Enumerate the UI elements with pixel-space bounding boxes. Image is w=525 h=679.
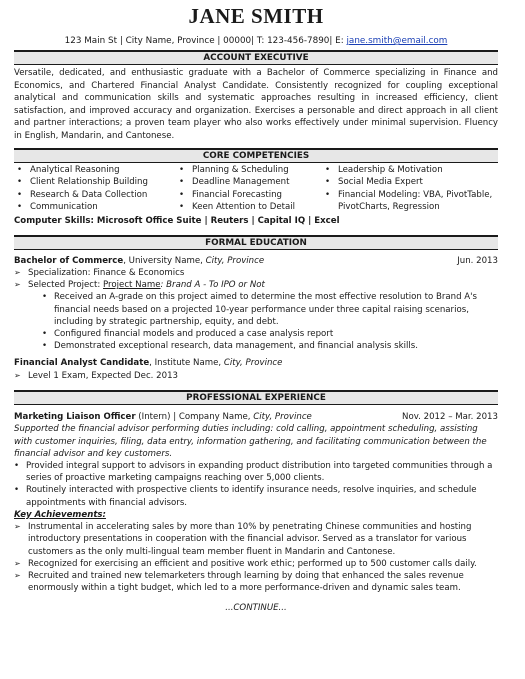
degree-row (14, 255, 498, 267)
list-item (14, 279, 498, 291)
list-item: • Received an A-grade on this project aimed to determine the most effective resolution to Brand A's financial needs based on a projected 10-year performance under three capital raising scenarios, including by strategic partnership, equity, and debt. (42, 291, 498, 328)
list-item: ➢ Level 1 Exam, Expected Dec. 2013 (14, 370, 498, 382)
list-item: • Planning & Scheduling (176, 164, 322, 176)
computer-skills: Computer Skills: Microsoft Office Suite | Reuters | Capital IQ | Excel (14, 215, 340, 226)
resume-page (14, 0, 498, 613)
list-item: • Financial Modeling: VBA, PivotTable, PivotCharts, Regression (322, 189, 498, 214)
list-item: • Demonstrated exceptional research, data management, and financial analysis skills. (42, 340, 498, 352)
candidate-name: JANE SMITH (188, 4, 324, 28)
degree-location: City, Province (205, 255, 265, 266)
role-title: Marketing Liaison Officer (14, 412, 136, 423)
degree-line (14, 255, 264, 267)
role-line (14, 411, 312, 423)
project-detail: : Brand A - To IPO or Not (160, 280, 265, 291)
list-item: • Communication (14, 201, 176, 213)
cfa-line (14, 357, 282, 369)
list-item: • Routinely interacted with prospective clients to identify insurance needs, resolve inquiries, and schedule appointments with financial advisors. (14, 484, 498, 508)
cfa-row (14, 357, 498, 369)
role-row (14, 411, 498, 423)
list-item: • Leadership & Motivation (322, 164, 498, 176)
role-company: (Intern) | Company Name, (135, 412, 254, 423)
email-link[interactable]: jane.smith@email.com (346, 36, 448, 46)
competencies-col-2 (176, 164, 322, 214)
continue-note: ...CONTINUE... (225, 603, 287, 614)
list-item: • Client Relationship Building (14, 176, 176, 188)
degree-school: , University Name, (123, 255, 206, 266)
list-item: ➢ Recognized for exercising an efficient and positive work ethic; performed up to 500 customer calls daily. (14, 558, 498, 570)
job-title-heading: ACCOUNT EXECUTIVE (14, 50, 498, 65)
contact-details: 123 Main St | City Name, Province | 00000| T: 123-456-7890| E: (64, 36, 347, 46)
list-item: • Provided integral support to advisors in expanding product distribution into targeted communities through a series of proactive marketing campaigns reaching over 5,000 clients. (14, 460, 498, 484)
role-dates: Nov. 2012 – Mar. 2013 (402, 412, 498, 423)
degree-title: Bachelor of Commerce (14, 255, 124, 266)
duties-list (14, 460, 498, 509)
experience-heading: PROFESSIONAL EXPERIENCE (14, 390, 498, 405)
project-points (14, 291, 498, 352)
education-details (14, 267, 498, 291)
project-name: Project Name (103, 280, 161, 291)
cfa-school: , Institute Name, (149, 358, 224, 369)
cfa-details (14, 370, 498, 382)
list-item: ➢ Instrumental in accelerating sales by more than 10% by penetrating Chinese communities and hosting introductory presentations in cooperation with the financial advisor. Served as a translator for various customers as the only multi-lingual team member fluent in Mandarin and Cantonese. (14, 521, 498, 558)
degree-date: Jun. 2013 (457, 255, 498, 266)
list-item: ➢ Specialization: Finance & Economics (14, 267, 498, 279)
list-item: • Configured financial models and produced a case analysis report (42, 328, 498, 340)
summary-paragraph: Versatile, dedicated, and enthusiastic graduate with a Bachelor of Commerce specializing in Finance and Economics, and Chartered Financial Analyst Candidate. Consistently recognized for coupling exceptional analytical and communication skills and systematic approaches resulting in increased efficiency, client satisfaction, and improved accuracy and organization. Exercises a personable and direct approach in all client and partner interactions; a proven team player who also works effectively under minimal supervision. Fluency in English, Mandarin, and Cantonese. (14, 68, 498, 141)
role-description: Supported the financial advisor performing duties including: cold calling, appointment scheduling, assisting with customer inquiries, filing, data entry, information gathering, and facilitating communication between the financial advisor and key customers. (14, 424, 487, 459)
education-heading: FORMAL EDUCATION (14, 235, 498, 250)
project-prefix: Selected Project: (28, 280, 104, 291)
competencies-heading: CORE COMPETENCIES (14, 148, 498, 163)
contact-line (14, 35, 498, 48)
list-item: • Social Media Expert (322, 176, 498, 188)
competencies-col-3 (322, 164, 498, 214)
list-item: • Keen Attention to Detail (176, 201, 322, 213)
role-location: City, Province (253, 412, 312, 423)
cfa-title: Financial Analyst Candidate (14, 358, 150, 369)
achievements-label: Key Achievements: (14, 509, 106, 520)
competencies-col-1 (14, 164, 176, 214)
list-item: • Analytical Reasoning (14, 164, 176, 176)
list-item: • Research & Data Collection (14, 189, 176, 201)
competencies-grid (14, 164, 498, 214)
achievements-list (14, 521, 498, 594)
list-item: • Financial Forecasting (176, 189, 322, 201)
list-item: • Deadline Management (176, 176, 322, 188)
list-item: ➢ Recruited and trained new telemarketers through learning by doing that enhanced the sales revenue enormously within a tight budget, which led to a more performance-driven and dynamic sales team. (14, 570, 498, 594)
cfa-location: City, Province (223, 358, 283, 369)
